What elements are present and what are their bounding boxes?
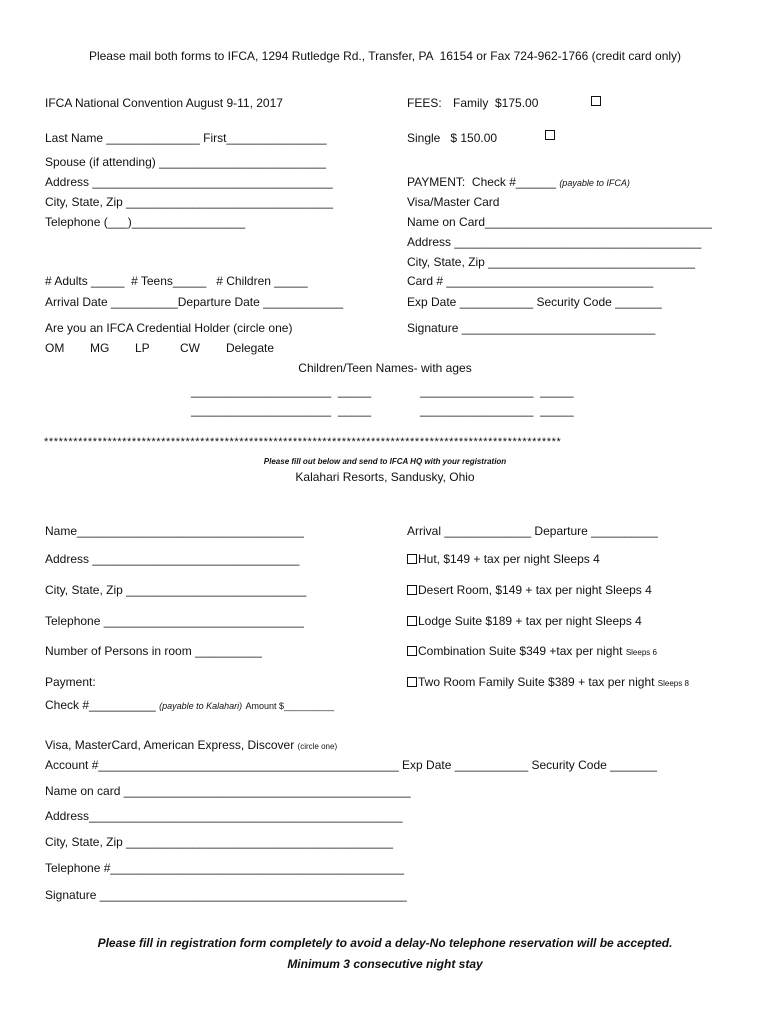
credential-delegate[interactable]: Delegate [226,341,275,355]
room-checkbox[interactable] [407,646,417,656]
credential-mg[interactable]: MG [90,341,110,355]
fee-single: Single $ 150.00 [407,131,498,145]
address-field[interactable]: Address ____________________________________ [45,175,333,189]
payment-check-field[interactable] [407,175,630,190]
fees-label: FEES: [407,96,442,110]
card-city-state-zip-field[interactable]: City, State, Zip _______________________________ [407,255,696,269]
footer-note-delay: Please fill in registration form completely to avoid a delay-No telephone reservation will be accepted. [97,936,673,950]
room-option-hut[interactable] [407,552,600,566]
room-checkbox[interactable] [407,616,417,626]
mail-instructions: Please mail both forms to IFCA, 1294 Rutledge Rd., Transfer, PA 16154 or Fax 724-962-1766 (credit card only) [88,49,682,63]
footer-note-minimum-stay: Minimum 3 consecutive night stay [287,957,483,971]
signature-field[interactable]: Signature _____________________________ [407,321,656,335]
family-fee-checkbox[interactable] [591,96,601,106]
name-on-card-field[interactable]: Name on Card__________________________________ [407,215,712,229]
room-option-combination[interactable] [407,644,657,660]
credential-lp[interactable]: LP [135,341,150,355]
last-first-name-field[interactable]: Last Name ______________ First_______________ [45,131,327,145]
room-label: Lodge Suite $189 + tax per night Sleeps 4 [418,614,642,628]
hotel-card-city-field[interactable]: City, State, Zip ________________________________________ [45,835,394,849]
attendee-counts-field[interactable]: # Adults _____ # Teens_____ # Children _____ [45,274,308,288]
hotel-name-on-card-field[interactable]: Name on card ___________________________________________ [45,784,411,798]
room-option-desert[interactable] [407,583,652,597]
card-types-label: Visa, MasterCard, American Express, Discover [45,738,295,752]
convention-title: IFCA National Convention August 9-11, 2017 [45,96,283,110]
exp-security-field[interactable]: Exp Date ___________ Security Code _______ [407,295,662,309]
payable-ifca-note: (payable to IFCA) [559,178,630,188]
card-types-line[interactable] [45,738,337,754]
card-number-field[interactable]: Card # _______________________________ [407,274,654,288]
child-line[interactable]: _________________ _____ [420,384,574,398]
hotel-telephone-field[interactable]: Telephone ______________________________ [45,614,304,628]
room-option-lodge[interactable] [407,614,642,628]
child-line[interactable]: _____________________ _____ [191,403,372,417]
hotel-address-field[interactable]: Address _______________________________ [45,552,300,566]
room-sleeps-note: Sleeps 8 [657,679,689,688]
single-fee-checkbox[interactable] [545,130,555,140]
hotel-check-field[interactable] [45,698,334,713]
separator-line: ********************************************************************************************************** [44,436,562,448]
credential-cw[interactable]: CW [180,341,200,355]
room-option-two-room[interactable] [407,675,689,691]
room-label: Two Room Family Suite $389 + tax per night [418,675,655,689]
hotel-arrival-departure-field[interactable]: Arrival _____________ Departure __________ [407,524,658,538]
child-line[interactable]: _________________ _____ [420,403,574,417]
card-address-field[interactable]: Address _____________________________________ [407,235,702,249]
payable-kalahari-note: (payable to Kalahari) [159,701,243,711]
room-checkbox[interactable] [407,554,417,564]
visa-mastercard-label: Visa/Master Card [407,195,500,209]
room-sleeps-note: Sleeps 6 [625,648,657,657]
account-exp-security-field[interactable]: Account #_____________________________________________ Exp Date ___________ Security Code _______ [45,758,657,772]
hotel-payment-label: Payment: [45,675,96,689]
room-checkbox[interactable] [407,677,417,687]
fee-family: Family $175.00 [453,96,539,110]
room-checkbox[interactable] [407,585,417,595]
hotel-signature-field[interactable]: Signature ______________________________________________ [45,888,407,902]
spouse-field[interactable]: Spouse (if attending) _________________________ [45,155,326,169]
room-label: Combination Suite $349 +tax per night [418,644,623,658]
room-label: Desert Room, $149 + tax per night Sleeps 4 [418,583,652,597]
city-state-zip-field[interactable]: City, State, Zip _______________________________ [45,195,334,209]
credential-question: Are you an IFCA Credential Holder (circle one) [45,321,293,335]
children-names-title: Children/Teen Names- with ages [298,361,472,375]
hotel-instruction: Please fill out below and send to IFCA HQ with your registration [263,457,507,466]
circle-one-note: (circle one) [297,742,338,751]
hotel-amount-label: Amount $__________ [245,701,335,711]
persons-in-room-field[interactable]: Number of Persons in room __________ [45,644,262,658]
payment-check-label: PAYMENT: Check #______ [407,175,556,189]
hotel-check-label: Check #__________ [45,698,156,712]
room-label: Hut, $149 + tax per night Sleeps 4 [418,552,600,566]
child-line[interactable]: _____________________ _____ [191,384,372,398]
credential-om[interactable]: OM [45,341,65,355]
hotel-city-state-zip-field[interactable]: City, State, Zip ___________________________ [45,583,307,597]
hotel-card-telephone-field[interactable]: Telephone #____________________________________________ [45,861,405,875]
hotel-card-address-field[interactable]: Address_______________________________________________ [45,809,403,823]
hotel-location: Kalahari Resorts, Sandusky, Ohio [295,470,475,484]
telephone-field[interactable]: Telephone (___)_________________ [45,215,246,229]
hotel-name-field[interactable]: Name__________________________________ [45,524,304,538]
arrival-departure-field[interactable]: Arrival Date __________Departure Date ____________ [45,295,344,309]
